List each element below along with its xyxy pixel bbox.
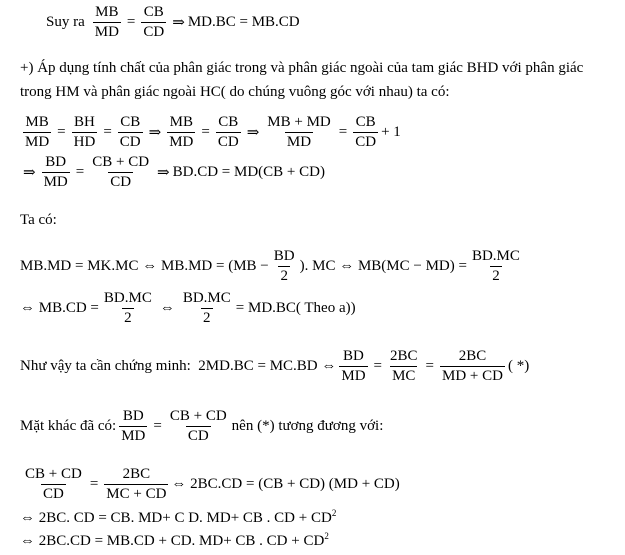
equation-line: ⇔ 2BC.CD = MB.CD + CD. MD+ CB . CD + $CD^2$	[20, 531, 329, 549]
fraction: $\frac{CB + CD}{CD}$	[25, 466, 82, 502]
fraction: $\frac{CB + CD}{CD}$	[92, 154, 150, 190]
fraction: $\frac{BD}{MD}$	[341, 348, 366, 384]
fraction: $\frac{CB}{CD}$	[143, 4, 165, 40]
fraction: $\frac{MB}{MD}$	[169, 114, 194, 150]
fraction: $\frac{CB}{CD}$	[119, 114, 141, 150]
fraction: $\frac{BH}{HD}$	[73, 114, 96, 150]
paragraph-line: trong HM và phân giác ngoài HC( do chúng vuông góc với nhau) ta có:	[20, 84, 450, 100]
fraction: $\frac{CB + CD}{CD}$	[169, 408, 227, 444]
fraction: $\frac{BD}{2}$	[273, 248, 295, 284]
line-suy-ra: Suy ra $\frac{MB}{MD}$ = $\frac{CB}{CD}$ ⇒ MD.BC = MB.CD	[46, 4, 300, 40]
fraction: $\frac{BD.MC}{2}$	[103, 290, 152, 326]
fraction: $\frac{2BC}{MD + CD}$	[442, 348, 503, 384]
fraction: $\frac{BD}{MD}$	[43, 154, 68, 190]
equation-line: Như vậy ta cần chứng minh: 2MD.BC = MC.BD ⇔ $\frac{BD}{MD}$ = $\frac{2BC}{MC}$ = $\frac{2BC}{MD + CD}$ ( *)	[20, 348, 530, 384]
equation-line: Mặt khác đã có: $\frac{BD}{MD}$ = $\frac{CB + CD}{CD}$ nên (*) tương đương với:	[20, 408, 384, 444]
label-ta-co: Ta có:	[20, 212, 57, 228]
equation-line: ⇒ $\frac{BD}{MD}$ = $\frac{CB + CD}{CD}$ ⇒ BD.CD = MD(CB + CD)	[23, 154, 325, 190]
equation-line: $\frac{MB}{MD}$ = $\frac{BH}{HD}$ = $\frac{CB}{CD}$ ⇒ $\frac{MB}{MD}$ = $\frac{CB}{CD}$ ⇒ $\frac{MB + MD}{MD}$ = $\frac{CB}{CD}$ + 1	[25, 114, 401, 150]
equation-line: ⇔ MB.CD = $\frac{BD.MC}{2}$ ⇔ $\frac{BD.MC}{2}$ = MD.BC( Theo a))	[20, 290, 356, 326]
fraction: $\frac{2BC}{MC}$	[390, 348, 418, 384]
fraction: $\frac{2BC}{MC + CD}$	[106, 466, 167, 502]
fraction: $\frac{CB}{CD}$	[217, 114, 239, 150]
text: Suy ra	[46, 14, 85, 30]
fraction: $\frac{BD.MC}{2}$	[182, 290, 231, 326]
equation-line: ⇔ 2BC. CD = CB. MD+ C D. MD+ CB . CD + $CD^2$	[20, 508, 337, 526]
fraction: $\frac{CB}{CD}$	[355, 114, 377, 150]
paragraph-line: +) Áp dụng tính chất của phân giác trong và phân giác ngoài của tam giác BHD với phân giác	[20, 60, 584, 76]
fraction: $\frac{MB + MD}{MD}$	[267, 114, 331, 150]
equation-line: MB.MD = MK.MC ⇔ MB.MD = (MB − $\frac{BD}{2}$ ). MC ⇔ MB(MC − MD) = $\frac{BD.MC}{2}$	[20, 248, 520, 284]
fraction: $\frac{BD}{MD}$	[121, 408, 146, 444]
fraction: $\frac{MB}{MD}$	[94, 4, 119, 40]
fraction: $\frac{BD.MC}{2}$	[471, 248, 520, 284]
equation-line: $\frac{CB + CD}{CD}$ = $\frac{2BC}{MC + CD}$ ⇔ 2BC.CD = (CB + CD) (MD + CD)	[25, 466, 400, 502]
fraction: $\frac{MB}{MD}$	[25, 114, 50, 150]
